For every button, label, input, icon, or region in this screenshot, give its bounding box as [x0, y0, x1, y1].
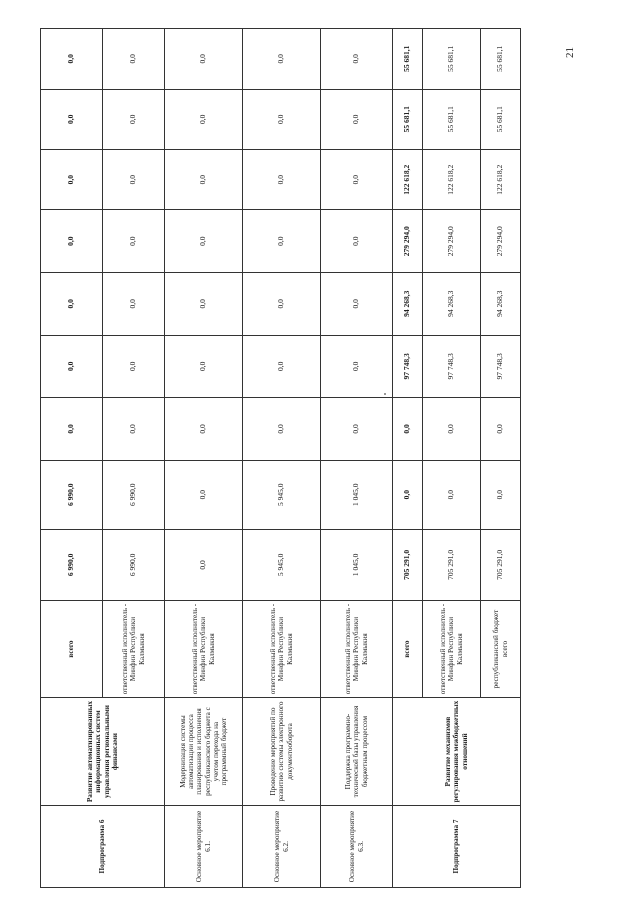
program-name-cell: Развитие механизмов регулирования межбюджетных отношений [393, 698, 521, 806]
value-cell: 705 291,0 [393, 529, 423, 600]
value-cell: 0,0 [165, 460, 243, 529]
table-row [41, 29, 103, 888]
value-cell: 0,0 [165, 398, 243, 461]
source-cell: всего [41, 600, 103, 697]
value-cell: 55 681,1 [481, 29, 521, 90]
value-cell: 6 990,0 [41, 529, 103, 600]
value-cell: 0,0 [165, 89, 243, 149]
rotated-table-container [40, 28, 520, 888]
program-name-cell: Проведение мероприятий по развитию системы электронного документооборота [243, 698, 321, 806]
table-row [393, 29, 423, 888]
value-cell: 0,0 [321, 398, 393, 461]
program-cell: Основное мероприятие 6.2. [243, 806, 321, 888]
source-cell: ответственный исполнитель - Минфин Республики Калмыкия [243, 600, 321, 697]
value-cell: 705 291,0 [481, 529, 521, 600]
value-cell: 0,0 [243, 29, 321, 90]
value-cell: 0,0 [243, 210, 321, 273]
value-cell: 0,0 [103, 89, 165, 149]
value-cell: 705 291,0 [423, 529, 481, 600]
value-cell: 0,0 [41, 29, 103, 90]
value-cell: 0,0 [481, 398, 521, 461]
value-cell: 0,0 [41, 272, 103, 335]
source-cell: ответственный исполнитель - Минфин Республики Калмыкия [165, 600, 243, 697]
value-cell: 0,0 [321, 335, 393, 398]
value-cell: 0,0 [103, 272, 165, 335]
value-cell: 0,0 [243, 149, 321, 209]
value-cell: 97 748,3 [481, 335, 521, 398]
budget-table-area [40, 28, 520, 888]
value-cell: 279 294,0 [481, 210, 521, 273]
value-cell: 55 681,1 [393, 29, 423, 90]
value-cell: 122 618,2 [393, 149, 423, 209]
value-cell: 0,0 [103, 210, 165, 273]
scan-speck [384, 393, 386, 395]
value-cell: 0,0 [321, 272, 393, 335]
value-cell: 0,0 [103, 335, 165, 398]
value-cell: 97 748,3 [423, 335, 481, 398]
value-cell: 0,0 [243, 398, 321, 461]
page-number: 21 [564, 47, 576, 58]
value-cell: 5 945,0 [243, 460, 321, 529]
value-cell: 0,0 [321, 149, 393, 209]
value-cell: 97 748,3 [393, 335, 423, 398]
value-cell: 279 294,0 [423, 210, 481, 273]
value-cell: 55 681,1 [481, 89, 521, 149]
value-cell: 0,0 [41, 89, 103, 149]
table-row [243, 29, 321, 888]
program-name-cell: Модернизация системы автоматизации процесса планирования и исполнения республиканского бюджета с учетом перехода на программный бюджет [165, 698, 243, 806]
source-cell: ответственный исполнитель - Минфин Республики Калмыкия [321, 600, 393, 697]
source-cell: республиканский бюджет всего [481, 600, 521, 697]
value-cell: 0,0 [243, 335, 321, 398]
value-cell: 0,0 [165, 529, 243, 600]
value-cell: 0,0 [393, 460, 423, 529]
value-cell: 0,0 [243, 272, 321, 335]
program-cell: Подпрограмма 7 [393, 806, 521, 888]
value-cell: 0,0 [165, 210, 243, 273]
value-cell: 94 268,3 [393, 272, 423, 335]
value-cell: 0,0 [423, 460, 481, 529]
value-cell: 0,0 [321, 29, 393, 90]
value-cell: 0,0 [243, 89, 321, 149]
value-cell: 6 990,0 [103, 529, 165, 600]
value-cell: 279 294,0 [393, 210, 423, 273]
value-cell: 0,0 [481, 460, 521, 529]
value-cell: 55 681,1 [423, 89, 481, 149]
value-cell: 0,0 [103, 149, 165, 209]
value-cell: 0,0 [103, 398, 165, 461]
value-cell: 94 268,3 [481, 272, 521, 335]
value-cell: 5 945,0 [243, 529, 321, 600]
value-cell: 55 681,1 [423, 29, 481, 90]
value-cell: 122 618,2 [481, 149, 521, 209]
table-row [321, 29, 393, 888]
value-cell: 0,0 [393, 398, 423, 461]
value-cell: 0,0 [165, 29, 243, 90]
program-cell: Подпрограмма 6 [41, 806, 165, 888]
value-cell: 122 618,2 [423, 149, 481, 209]
source-cell: всего [393, 600, 423, 697]
value-cell: 1 045,0 [321, 460, 393, 529]
source-cell: ответственный исполнитель - Минфин Республики Калмыкия [423, 600, 481, 697]
value-cell: 1 045,0 [321, 529, 393, 600]
value-cell: 0,0 [321, 210, 393, 273]
program-name-cell: Поддержка программно-технической базы управления бюджетным процессом [321, 698, 393, 806]
value-cell: 0,0 [103, 29, 165, 90]
value-cell: 0,0 [41, 335, 103, 398]
value-cell: 6 990,0 [103, 460, 165, 529]
value-cell: 0,0 [165, 272, 243, 335]
value-cell: 0,0 [41, 149, 103, 209]
value-cell: 0,0 [423, 398, 481, 461]
source-cell: ответственный исполнитель - Минфин Республики Калмыкия [103, 600, 165, 697]
table-row [165, 29, 243, 888]
program-name-cell: Развитие автоматизированных информационных систем управления региональными финансами [41, 698, 165, 806]
budget-table [40, 28, 521, 888]
program-cell: Основное мероприятие 6.3. [321, 806, 393, 888]
value-cell: 0,0 [321, 89, 393, 149]
value-cell: 0,0 [41, 210, 103, 273]
value-cell: 55 681,1 [393, 89, 423, 149]
value-cell: 0,0 [165, 149, 243, 209]
value-cell: 0,0 [165, 335, 243, 398]
value-cell: 6 990,0 [41, 460, 103, 529]
value-cell: 0,0 [41, 398, 103, 461]
program-cell: Основное мероприятие 6.1. [165, 806, 243, 888]
value-cell: 94 268,3 [423, 272, 481, 335]
